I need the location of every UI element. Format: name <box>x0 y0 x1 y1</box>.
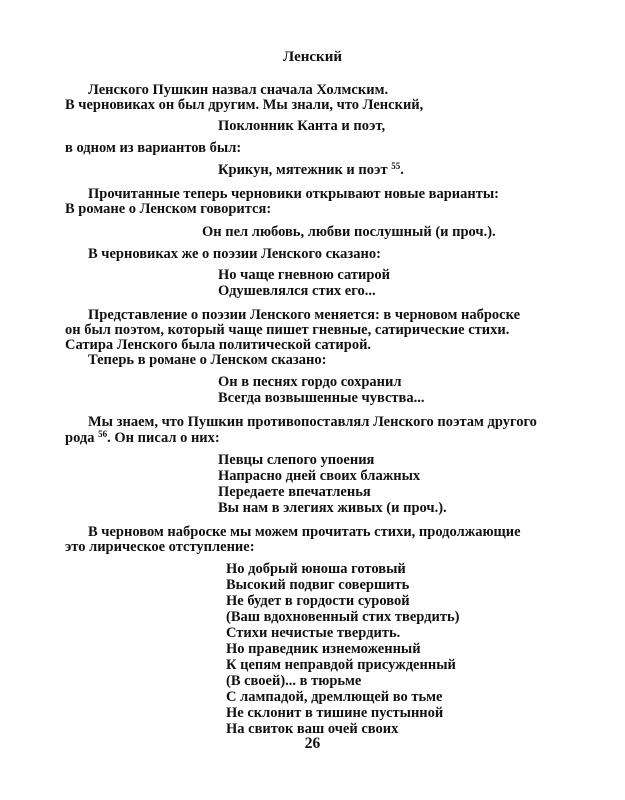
quote-line: Передаете впечатленья <box>218 484 371 500</box>
quote-line: Вы нам в элегиях живых (и проч.). <box>218 500 447 516</box>
text-line: Прочитанные теперь черновики открывают новые варианты: <box>88 186 500 202</box>
footnote-marker: 55 <box>391 161 401 171</box>
text-line: Теперь в романе о Ленском сказано: <box>88 352 327 368</box>
text-line: В черновом наброске мы можем прочитать стихи, продолжающие <box>88 524 521 540</box>
quote-line: Поклонник Канта и поэт, <box>218 118 386 134</box>
quote-line: Стихи нечистые твердить. <box>226 625 401 641</box>
quote-line: Но праведник изнеможенный <box>226 641 421 657</box>
quote-line: Крикун, мятежник и поэт $^{55}$. <box>218 161 404 178</box>
quote-line: Он пел любовь, любви послушный (и проч.). <box>202 224 496 240</box>
quote-line: Не будет в гордости суровой <box>226 593 410 609</box>
text-line: в одном из вариантов был: <box>65 140 242 156</box>
text-line: это лирическое отступление: <box>65 539 255 555</box>
text-line: Представление о поэзии Ленского меняется: в черновом наброске <box>88 307 521 323</box>
quote-line: Но добрый юноша готовый <box>226 561 406 577</box>
quote-line: Всегда возвышенные чувства... <box>218 390 425 406</box>
quote-line: Одушевлялся стих его... <box>218 283 376 299</box>
quote-line: Он в песнях гордо сохранил <box>218 374 402 390</box>
footnote-marker: 56 <box>98 429 108 439</box>
page-number: 26 <box>304 735 321 752</box>
text-line: Ленского Пушкин назвал сначала Холмским. <box>88 82 389 98</box>
quote-line: Певцы слепого упоения <box>218 452 375 468</box>
text-line: рода $^{56}$. Он писал о них: <box>65 429 220 446</box>
text-line: он был поэтом, который чаще пишет гневные, сатирические стихи. <box>65 322 510 338</box>
quote-line: (Ваш вдохновенный стих твердить) <box>226 609 460 625</box>
quote-line: Не склонит в тишине пустынной <box>226 705 444 721</box>
text-line: В романе о Ленском говорится: <box>65 201 272 217</box>
quote-line: К цепям неправдой присужденный <box>226 657 456 673</box>
quote-line: (В своей)... в тюрьме <box>226 673 362 689</box>
quote-line: Высокий подвиг совершить <box>226 577 410 593</box>
text-line: В черновиках же о поэзии Ленского сказано: <box>88 246 381 262</box>
chapter-title: Ленский <box>283 49 342 65</box>
quote-line: Напрасно дней своих блажных <box>218 468 421 484</box>
text-line: В черновиках он был другим. Мы знали, что Ленский, <box>65 97 424 113</box>
text-line: Сатира Ленского была политической сатирой. <box>65 337 372 353</box>
text-line: Мы знаем, что Пушкин противопоставлял Ленского поэтам другого <box>88 414 537 430</box>
quote-line: На свиток ваш очей своих <box>226 721 399 737</box>
quote-line: Но чаще гневною сатирой <box>218 267 391 283</box>
quote-line: С лампадой, дремлющей во тьме <box>226 689 443 705</box>
